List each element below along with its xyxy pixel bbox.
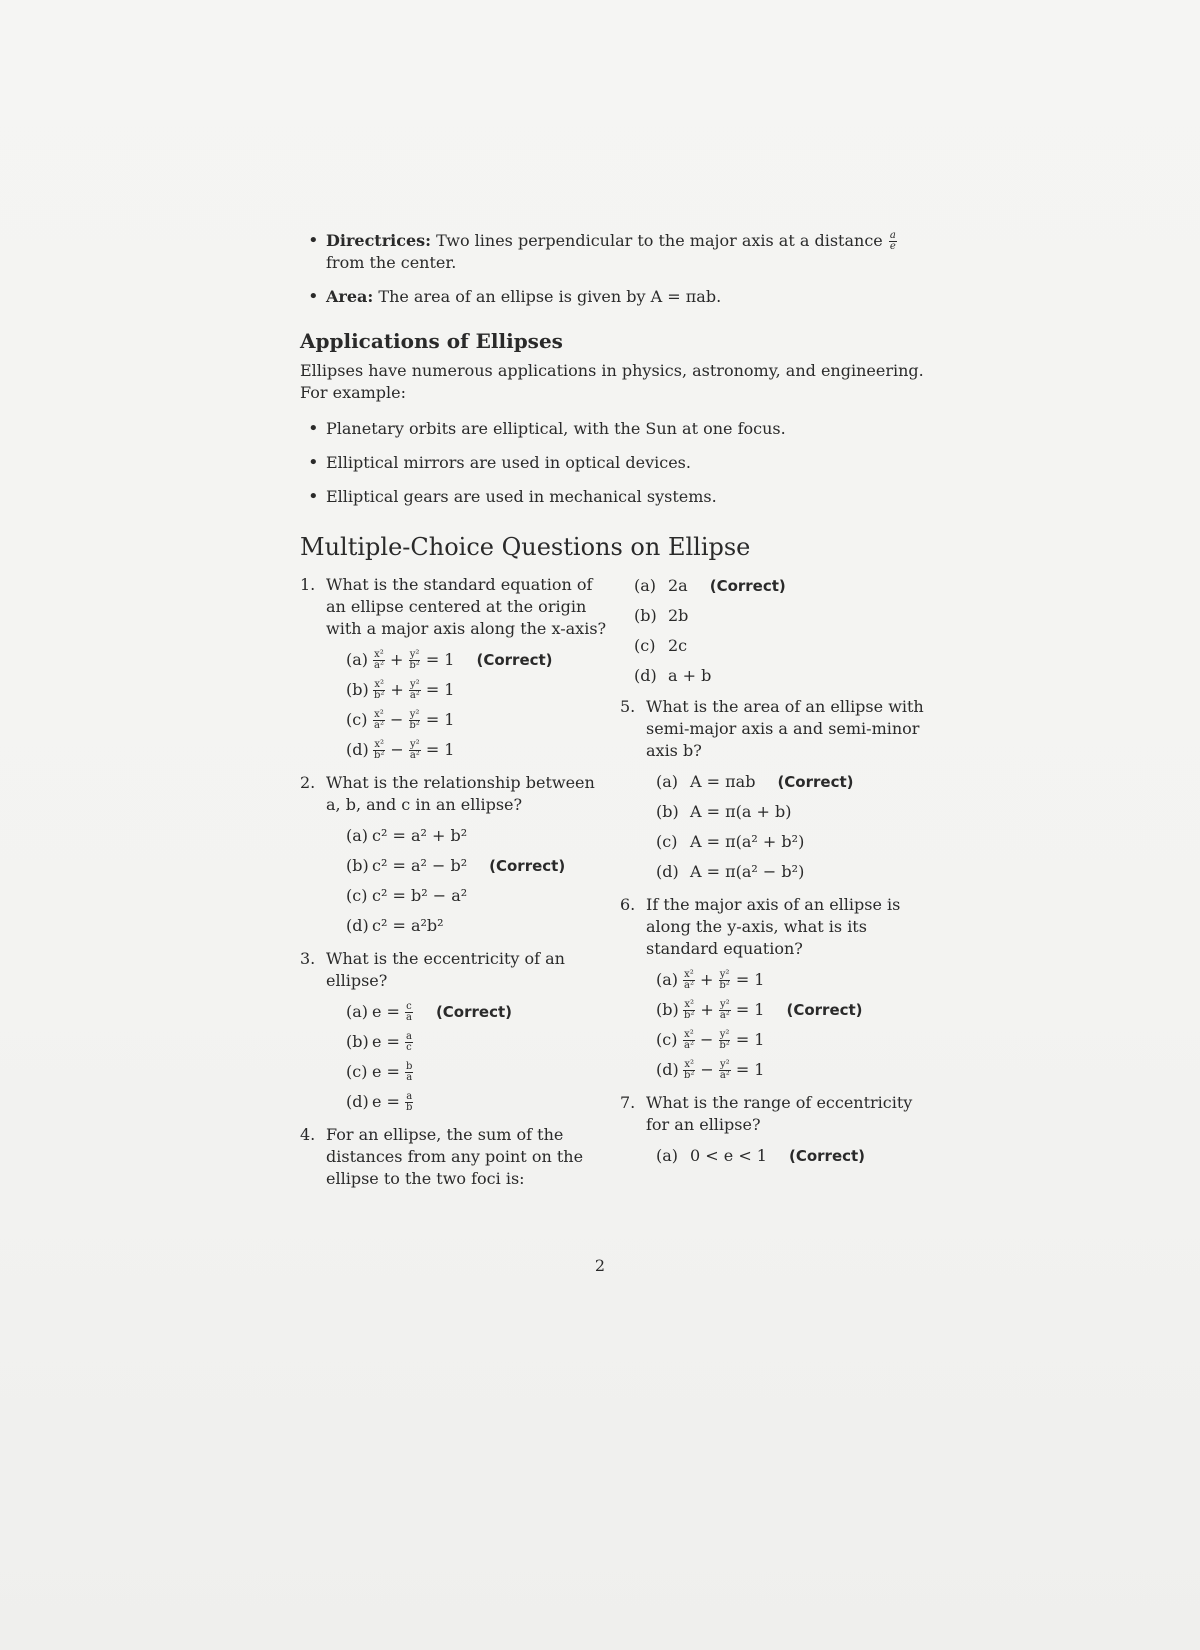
mcq-columns (300, 574, 940, 1194)
bullet-term: Area: (326, 287, 374, 306)
bullet-text: The area of an ellipse is given by A = πab. (378, 287, 722, 306)
option-c: (c) $\frac{\text{x²}}{\text{a²}}$ − $\frac{\text{y²}}{\text{b²}}$ = 1 (346, 708, 455, 731)
option-d: (d) e = $\frac{a}{b}$ (346, 1090, 413, 1113)
option-d: (d) c² = a²b² (346, 916, 444, 935)
intro-bullet-list (300, 230, 940, 308)
option-a: (a) c² = a² + b² (346, 826, 468, 845)
question-stem: For an ellipse, the sum of the distances from any point on the ellipse to the two foci is: (326, 1125, 584, 1188)
mcq-heading: Multiple-Choice Questions on Ellipse (300, 533, 751, 561)
bullet-text: Two lines perpendicular to the major axis at a distance (436, 231, 883, 250)
option-c: (c) c² = b² − a² (346, 886, 468, 905)
list-item: • Elliptical mirrors are used in optical devices. (326, 452, 940, 474)
option-c: (c) A = π(a² + b²) (656, 832, 805, 851)
applications-heading: Applications of Ellipses (300, 329, 563, 353)
fraction-a-over-e: $\frac{a}{e}$ (889, 230, 896, 252)
list-item: • Planetary orbits are elliptical, with the Sun at one focus. (326, 418, 940, 440)
bullet-directrices (326, 230, 940, 274)
question-stem: What is the standard equation of an ellipse centered at the origin with a major axis along the x-axis? (326, 575, 607, 638)
option-b: (b) $\frac{\text{x²}}{\text{b²}}$ + $\frac{\text{y²}}{\text{a²}}$ = 1 (346, 678, 455, 701)
question-7: 7. What is the range of eccentricity for an ellipse? (a) 0 < e < 1 (Correct) (620, 1092, 940, 1168)
question-stem: What is the area of an ellipse with semi-major axis a and semi-minor axis b? (646, 697, 924, 760)
option-a: (a) A = πab (Correct) (656, 772, 854, 791)
correct-marker: (Correct) (786, 1001, 863, 1019)
page-content (300, 230, 940, 1194)
option-b: (b) 2b (634, 606, 689, 625)
correct-marker: (Correct) (777, 773, 854, 791)
question-4: 4. For an ellipse, the sum of the distances from any point on the ellipse to the two foci is: (300, 1125, 584, 1188)
question-2: 2. What is the relationship between a, b, and c in an ellipse? (a) c² = a² + b² (b) c² = a² − b² (Correct) (c) c² = b² − a² (d) c² = a²b² (300, 772, 610, 938)
applications-intro: Ellipses have numerous applications in physics, astronomy, and engineering. For example: (300, 361, 924, 402)
options (620, 770, 940, 884)
correct-marker: (Correct) (709, 577, 786, 595)
options (620, 968, 940, 1082)
applications-list (300, 418, 940, 508)
option-c: (c) $\frac{\text{x²}}{\text{a²}}$ − $\frac{\text{y²}}{\text{b²}}$ = 1 (656, 1028, 765, 1051)
option-a: (a) 0 < e < 1 (Correct) (656, 1146, 866, 1165)
question-stem: What is the range of eccentricity for an ellipse? (646, 1093, 913, 1134)
correct-marker: (Correct) (489, 857, 566, 875)
mcq-column-left (300, 574, 610, 1200)
question-1: 1. What is the standard equation of an ellipse centered at the origin with a major axis along the x-axis? (a) $\frac{\text{x²}}{\text{a²}}$ + $\frac{\text{y²}}{\text{b²}}$ = 1 (Correct) (b) $\frac{\text{x²}}{\text{b²}}$ + $\frac{\text{y²}}{\text{a²}}$ = 1 (c) $\frac{\text{x²}}{\text{a²}}$ − $\frac{\text{y²}}{\text{b²}}$ = 1 (d) $\frac{\text{x²}}{\text{b²}}$ − $\frac{\text{y²}}{\text{a²}}$ = 1 (300, 574, 610, 762)
option-d: (d) a + b (634, 666, 712, 685)
option-d: (d) A = π(a² − b²) (656, 862, 805, 881)
options (300, 648, 610, 762)
option-a: (a) $\frac{\text{x²}}{\text{a²}}$ + $\frac{\text{y²}}{\text{b²}}$ = 1 (656, 968, 765, 991)
page-number: 2 (594, 1256, 606, 1275)
option-d: (d) $\frac{\text{x²}}{\text{b²}}$ − $\frac{\text{y²}}{\text{a²}}$ = 1 (346, 738, 455, 761)
options (620, 1144, 940, 1168)
option-a: (a) e = $\frac{c}{a}$ (Correct) (346, 1000, 512, 1023)
option-c: (c) 2c (634, 636, 688, 655)
option-b: (b) e = $\frac{a}{c}$ (346, 1030, 412, 1053)
list-item: • Elliptical gears are used in mechanical systems. (326, 486, 940, 508)
bullet-area (326, 286, 940, 308)
correct-marker: (Correct) (435, 1003, 512, 1021)
option-a: (a) 2a (Correct) (634, 576, 786, 595)
option-c: (c) e = $\frac{b}{a}$ (346, 1060, 413, 1083)
option-b: (b) c² = a² − b² (Correct) (346, 856, 566, 875)
option-a: (a) $\frac{\text{x²}}{\text{a²}}$ + $\frac{\text{y²}}{\text{b²}}$ = 1 (Correct) (346, 648, 553, 671)
question-4-options (620, 574, 940, 688)
option-b: (b) $\frac{\text{x²}}{\text{b²}}$ + $\frac{\text{y²}}{\text{a²}}$ = 1 (Correct) (656, 998, 863, 1021)
mcq-column-right (620, 574, 940, 1178)
bullet-text-cont: from the center. (326, 253, 457, 272)
options (300, 1000, 610, 1114)
question-stem: If the major axis of an ellipse is along the y-axis, what is its standard equation? (646, 895, 901, 958)
question-3: 3. What is the eccentricity of an ellipse? (a) e = $\frac{c}{a}$ (Correct) (b) e = $\frac{a}{c}$ (c) e = $\frac{b}{a}$ (d) e = $\frac{a}{b}$ (300, 948, 610, 1114)
option-b: (b) A = π(a + b) (656, 802, 792, 821)
question-5: 5. What is the area of an ellipse with semi-major axis a and semi-minor axis b? (a) A = πab (Correct) (b) A = π(a + b) (c) A = π(a² + b²) (d) A = π(a² − b²) (620, 696, 940, 884)
question-stem: What is the relationship between a, b, and c in an ellipse? (326, 773, 595, 814)
option-d: (d) $\frac{\text{x²}}{\text{b²}}$ − $\frac{\text{y²}}{\text{a²}}$ = 1 (656, 1058, 765, 1081)
correct-marker: (Correct) (788, 1147, 866, 1165)
bullet-term: Directrices: (326, 231, 432, 250)
question-6: 6. If the major axis of an ellipse is along the y-axis, what is its standard equation? (a) $\frac{\text{x²}}{\text{a²}}$ + $\frac{\text{y²}}{\text{b²}}$ = 1 (b) $\frac{\text{x²}}{\text{b²}}$ + $\frac{\text{y²}}{\text{a²}}$ = 1 (Correct) (c) $\frac{\text{x²}}{\text{a²}}$ − $\frac{\text{y²}}{\text{b²}}$ = 1 (d) $\frac{\text{x²}}{\text{b²}}$ − $\frac{\text{y²}}{\text{a²}}$ = 1 (620, 894, 940, 1082)
question-stem: What is the eccentricity of an ellipse? (326, 949, 565, 990)
correct-marker: (Correct) (476, 651, 553, 669)
options (300, 824, 610, 938)
